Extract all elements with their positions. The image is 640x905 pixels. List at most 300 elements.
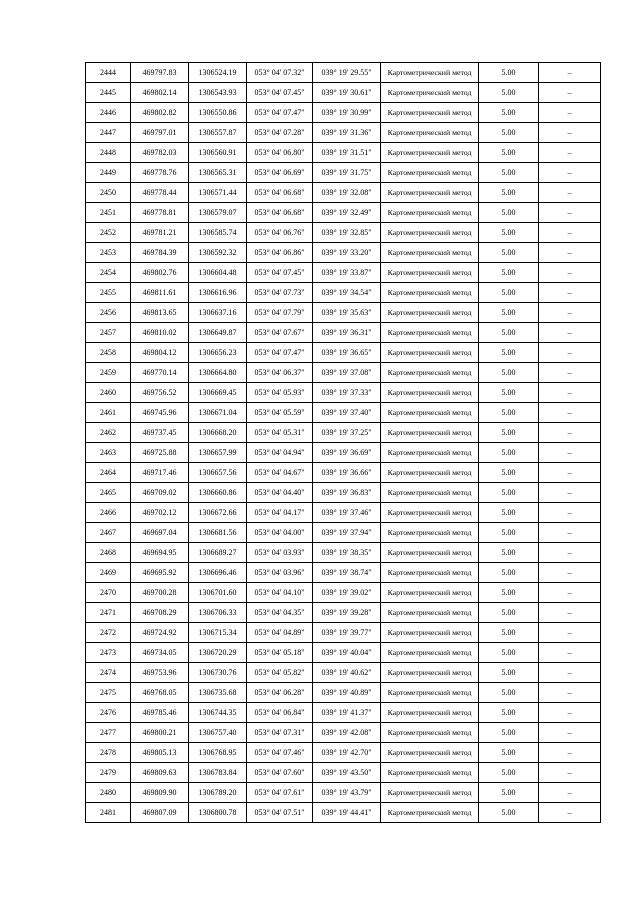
coord-y-cell: 1306757.40	[189, 723, 247, 743]
table-row	[86, 523, 601, 543]
note-cell: –	[539, 363, 601, 383]
method-cell: Картометрический метод	[381, 143, 479, 163]
accuracy-cell: 5.00	[479, 103, 539, 123]
latitude-cell: 053° 04' 07.31"	[247, 723, 313, 743]
note-cell: –	[539, 723, 601, 743]
accuracy-cell: 5.00	[479, 683, 539, 703]
method-cell: Картометрический метод	[381, 403, 479, 423]
longitude-cell: 039° 19' 36.83"	[313, 483, 381, 503]
longitude-cell: 039° 19' 33.20"	[313, 243, 381, 263]
note-cell: –	[539, 263, 601, 283]
longitude-cell: 039° 19' 36.69"	[313, 443, 381, 463]
longitude-cell: 039° 19' 32.08"	[313, 183, 381, 203]
point-number-cell: 2481	[86, 803, 131, 823]
point-number-cell: 2472	[86, 623, 131, 643]
coord-y-cell: 1306557.87	[189, 123, 247, 143]
note-cell: –	[539, 463, 601, 483]
note-cell: –	[539, 743, 601, 763]
point-number-cell: 2444	[86, 63, 131, 83]
coord-x-cell: 469756.52	[131, 383, 189, 403]
accuracy-cell: 5.00	[479, 323, 539, 343]
coord-x-cell: 469807.09	[131, 803, 189, 823]
point-number-cell: 2451	[86, 203, 131, 223]
table-row	[86, 443, 601, 463]
accuracy-cell: 5.00	[479, 343, 539, 363]
longitude-cell: 039° 19' 33.87"	[313, 263, 381, 283]
point-number-cell: 2453	[86, 243, 131, 263]
point-number-cell: 2473	[86, 643, 131, 663]
coord-x-cell: 469802.76	[131, 263, 189, 283]
latitude-cell: 053° 04' 07.45"	[247, 263, 313, 283]
method-cell: Картометрический метод	[381, 543, 479, 563]
latitude-cell: 053° 04' 05.59"	[247, 403, 313, 423]
coord-x-cell: 469781.21	[131, 223, 189, 243]
coord-x-cell: 469724.92	[131, 623, 189, 643]
table-row	[86, 243, 601, 263]
point-number-cell: 2479	[86, 763, 131, 783]
coord-x-cell: 469784.39	[131, 243, 189, 263]
longitude-cell: 039° 19' 41.37"	[313, 703, 381, 723]
coord-x-cell: 469778.44	[131, 183, 189, 203]
latitude-cell: 053° 04' 05.82"	[247, 663, 313, 683]
coord-x-cell: 469734.05	[131, 643, 189, 663]
coord-x-cell: 469697.04	[131, 523, 189, 543]
latitude-cell: 053° 04' 07.61"	[247, 783, 313, 803]
point-number-cell: 2446	[86, 103, 131, 123]
coord-x-cell: 469695.92	[131, 563, 189, 583]
method-cell: Картометрический метод	[381, 103, 479, 123]
latitude-cell: 053° 04' 04.40"	[247, 483, 313, 503]
latitude-cell: 053° 04' 07.45"	[247, 83, 313, 103]
coord-x-cell: 469809.90	[131, 783, 189, 803]
table-row	[86, 763, 601, 783]
coord-x-cell: 469802.14	[131, 83, 189, 103]
accuracy-cell: 5.00	[479, 303, 539, 323]
coord-x-cell: 469813.65	[131, 303, 189, 323]
note-cell: –	[539, 763, 601, 783]
accuracy-cell: 5.00	[479, 643, 539, 663]
method-cell: Картометрический метод	[381, 483, 479, 503]
table-row	[86, 783, 601, 803]
table-row	[86, 163, 601, 183]
longitude-cell: 039° 19' 37.25"	[313, 423, 381, 443]
accuracy-cell: 5.00	[479, 583, 539, 603]
table-row	[86, 643, 601, 663]
table-row	[86, 403, 601, 423]
accuracy-cell: 5.00	[479, 603, 539, 623]
latitude-cell: 053° 04' 07.46"	[247, 743, 313, 763]
coord-y-cell: 1306681.56	[189, 523, 247, 543]
coord-x-cell: 469797.83	[131, 63, 189, 83]
accuracy-cell: 5.00	[479, 283, 539, 303]
table-row	[86, 143, 601, 163]
accuracy-cell: 5.00	[479, 403, 539, 423]
latitude-cell: 053° 04' 04.10"	[247, 583, 313, 603]
coord-y-cell: 1306783.84	[189, 763, 247, 783]
method-cell: Картометрический метод	[381, 203, 479, 223]
coord-x-cell: 469745.96	[131, 403, 189, 423]
coord-x-cell: 469700.28	[131, 583, 189, 603]
accuracy-cell: 5.00	[479, 563, 539, 583]
table-row	[86, 563, 601, 583]
longitude-cell: 039° 19' 31.51"	[313, 143, 381, 163]
point-number-cell: 2477	[86, 723, 131, 743]
method-cell: Картометрический метод	[381, 283, 479, 303]
point-number-cell: 2456	[86, 303, 131, 323]
accuracy-cell: 5.00	[479, 383, 539, 403]
accuracy-cell: 5.00	[479, 123, 539, 143]
latitude-cell: 053° 04' 06.68"	[247, 203, 313, 223]
table-row	[86, 263, 601, 283]
note-cell: –	[539, 583, 601, 603]
table-row	[86, 123, 601, 143]
coord-y-cell: 1306715.34	[189, 623, 247, 643]
longitude-cell: 039° 19' 31.75"	[313, 163, 381, 183]
coord-y-cell: 1306565.31	[189, 163, 247, 183]
latitude-cell: 053° 04' 04.00"	[247, 523, 313, 543]
method-cell: Картометрический метод	[381, 423, 479, 443]
note-cell: –	[539, 383, 601, 403]
coord-y-cell: 1306789.20	[189, 783, 247, 803]
coord-x-cell: 469782.03	[131, 143, 189, 163]
coord-y-cell: 1306604.48	[189, 263, 247, 283]
longitude-cell: 039° 19' 37.46"	[313, 503, 381, 523]
longitude-cell: 039° 19' 37.94"	[313, 523, 381, 543]
longitude-cell: 039° 19' 44.41"	[313, 803, 381, 823]
note-cell: –	[539, 143, 601, 163]
point-number-cell: 2464	[86, 463, 131, 483]
coord-y-cell: 1306550.86	[189, 103, 247, 123]
point-number-cell: 2447	[86, 123, 131, 143]
coord-y-cell: 1306730.76	[189, 663, 247, 683]
method-cell: Картометрический метод	[381, 463, 479, 483]
note-cell: –	[539, 223, 601, 243]
note-cell: –	[539, 403, 601, 423]
coord-y-cell: 1306800.78	[189, 803, 247, 823]
longitude-cell: 039° 19' 42.08"	[313, 723, 381, 743]
accuracy-cell: 5.00	[479, 203, 539, 223]
method-cell: Картометрический метод	[381, 303, 479, 323]
note-cell: –	[539, 323, 601, 343]
coord-y-cell: 1306669.45	[189, 383, 247, 403]
longitude-cell: 039° 19' 40.89"	[313, 683, 381, 703]
table-body	[86, 63, 601, 823]
coord-x-cell: 469809.63	[131, 763, 189, 783]
table-row	[86, 63, 601, 83]
coord-x-cell: 469770.14	[131, 363, 189, 383]
latitude-cell: 053° 04' 07.32"	[247, 63, 313, 83]
coord-y-cell: 1306660.86	[189, 483, 247, 503]
latitude-cell: 053° 04' 04.89"	[247, 623, 313, 643]
method-cell: Картометрический метод	[381, 803, 479, 823]
point-number-cell: 2459	[86, 363, 131, 383]
coord-x-cell: 469811.61	[131, 283, 189, 303]
longitude-cell: 039° 19' 37.40"	[313, 403, 381, 423]
table-row	[86, 363, 601, 383]
coord-y-cell: 1306668.20	[189, 423, 247, 443]
point-number-cell: 2461	[86, 403, 131, 423]
method-cell: Картометрический метод	[381, 663, 479, 683]
point-number-cell: 2466	[86, 503, 131, 523]
note-cell: –	[539, 243, 601, 263]
note-cell: –	[539, 783, 601, 803]
method-cell: Картометрический метод	[381, 563, 479, 583]
point-number-cell: 2468	[86, 543, 131, 563]
note-cell: –	[539, 603, 601, 623]
accuracy-cell: 5.00	[479, 83, 539, 103]
note-cell: –	[539, 443, 601, 463]
point-number-cell: 2463	[86, 443, 131, 463]
latitude-cell: 053° 04' 07.67"	[247, 323, 313, 343]
point-number-cell: 2454	[86, 263, 131, 283]
accuracy-cell: 5.00	[479, 423, 539, 443]
method-cell: Картометрический метод	[381, 443, 479, 463]
coord-x-cell: 469717.46	[131, 463, 189, 483]
table-row	[86, 583, 601, 603]
accuracy-cell: 5.00	[479, 703, 539, 723]
note-cell: –	[539, 563, 601, 583]
latitude-cell: 053° 04' 06.68"	[247, 183, 313, 203]
method-cell: Картометрический метод	[381, 83, 479, 103]
method-cell: Картометрический метод	[381, 603, 479, 623]
method-cell: Картометрический метод	[381, 123, 479, 143]
table-row	[86, 703, 601, 723]
longitude-cell: 039° 19' 39.02"	[313, 583, 381, 603]
note-cell: –	[539, 123, 601, 143]
table-row	[86, 683, 601, 703]
accuracy-cell: 5.00	[479, 743, 539, 763]
latitude-cell: 053° 04' 03.96"	[247, 563, 313, 583]
table-row	[86, 203, 601, 223]
longitude-cell: 039° 19' 36.65"	[313, 343, 381, 363]
coord-y-cell: 1306768.95	[189, 743, 247, 763]
note-cell: –	[539, 523, 601, 543]
longitude-cell: 039° 19' 31.36"	[313, 123, 381, 143]
method-cell: Картометрический метод	[381, 643, 479, 663]
latitude-cell: 053° 04' 06.76"	[247, 223, 313, 243]
longitude-cell: 039° 19' 43.79"	[313, 783, 381, 803]
accuracy-cell: 5.00	[479, 223, 539, 243]
note-cell: –	[539, 283, 601, 303]
table-row	[86, 103, 601, 123]
accuracy-cell: 5.00	[479, 443, 539, 463]
latitude-cell: 053° 04' 06.86"	[247, 243, 313, 263]
coord-y-cell: 1306637.16	[189, 303, 247, 323]
accuracy-cell: 5.00	[479, 623, 539, 643]
point-number-cell: 2450	[86, 183, 131, 203]
longitude-cell: 039° 19' 37.08"	[313, 363, 381, 383]
longitude-cell: 039° 19' 39.28"	[313, 603, 381, 623]
note-cell: –	[539, 83, 601, 103]
coord-y-cell: 1306649.87	[189, 323, 247, 343]
accuracy-cell: 5.00	[479, 363, 539, 383]
coord-x-cell: 469737.45	[131, 423, 189, 443]
longitude-cell: 039° 19' 38.35"	[313, 543, 381, 563]
coord-x-cell: 469804.12	[131, 343, 189, 363]
latitude-cell: 053° 04' 06.28"	[247, 683, 313, 703]
note-cell: –	[539, 303, 601, 323]
accuracy-cell: 5.00	[479, 763, 539, 783]
point-number-cell: 2462	[86, 423, 131, 443]
table-row	[86, 223, 601, 243]
coord-x-cell: 469694.95	[131, 543, 189, 563]
table-row	[86, 723, 601, 743]
point-number-cell: 2457	[86, 323, 131, 343]
method-cell: Картометрический метод	[381, 63, 479, 83]
point-number-cell: 2445	[86, 83, 131, 103]
table-row	[86, 323, 601, 343]
longitude-cell: 039° 19' 30.61"	[313, 83, 381, 103]
latitude-cell: 053° 04' 07.60"	[247, 763, 313, 783]
accuracy-cell: 5.00	[479, 783, 539, 803]
accuracy-cell: 5.00	[479, 263, 539, 283]
accuracy-cell: 5.00	[479, 483, 539, 503]
note-cell: –	[539, 63, 601, 83]
coord-x-cell: 469768.05	[131, 683, 189, 703]
longitude-cell: 039° 19' 34.54"	[313, 283, 381, 303]
point-number-cell: 2460	[86, 383, 131, 403]
longitude-cell: 039° 19' 42.70"	[313, 743, 381, 763]
point-number-cell: 2471	[86, 603, 131, 623]
method-cell: Картометрический метод	[381, 683, 479, 703]
point-number-cell: 2452	[86, 223, 131, 243]
note-cell: –	[539, 343, 601, 363]
point-number-cell: 2448	[86, 143, 131, 163]
note-cell: –	[539, 483, 601, 503]
latitude-cell: 053° 04' 04.67"	[247, 463, 313, 483]
point-number-cell: 2478	[86, 743, 131, 763]
table-row	[86, 383, 601, 403]
latitude-cell: 053° 04' 06.69"	[247, 163, 313, 183]
latitude-cell: 053° 04' 07.51"	[247, 803, 313, 823]
method-cell: Картометрический метод	[381, 363, 479, 383]
method-cell: Картометрический метод	[381, 783, 479, 803]
coord-x-cell: 469802.82	[131, 103, 189, 123]
method-cell: Картометрический метод	[381, 223, 479, 243]
coord-y-cell: 1306744.35	[189, 703, 247, 723]
coord-y-cell: 1306664.80	[189, 363, 247, 383]
latitude-cell: 053° 04' 04.94"	[247, 443, 313, 463]
table-row	[86, 463, 601, 483]
longitude-cell: 039° 19' 32.49"	[313, 203, 381, 223]
method-cell: Картометрический метод	[381, 703, 479, 723]
table-row	[86, 663, 601, 683]
accuracy-cell: 5.00	[479, 163, 539, 183]
accuracy-cell: 5.00	[479, 543, 539, 563]
latitude-cell: 053° 04' 04.17"	[247, 503, 313, 523]
method-cell: Картометрический метод	[381, 383, 479, 403]
note-cell: –	[539, 703, 601, 723]
point-number-cell: 2458	[86, 343, 131, 363]
latitude-cell: 053° 04' 06.80"	[247, 143, 313, 163]
method-cell: Картометрический метод	[381, 243, 479, 263]
coord-y-cell: 1306657.99	[189, 443, 247, 463]
accuracy-cell: 5.00	[479, 143, 539, 163]
latitude-cell: 053° 04' 06.84"	[247, 703, 313, 723]
point-number-cell: 2469	[86, 563, 131, 583]
latitude-cell: 053° 04' 04.35"	[247, 603, 313, 623]
coord-y-cell: 1306543.93	[189, 83, 247, 103]
longitude-cell: 039° 19' 37.33"	[313, 383, 381, 403]
coord-x-cell: 469725.88	[131, 443, 189, 463]
longitude-cell: 039° 19' 32.85"	[313, 223, 381, 243]
table-row	[86, 623, 601, 643]
point-number-cell: 2476	[86, 703, 131, 723]
point-number-cell: 2470	[86, 583, 131, 603]
accuracy-cell: 5.00	[479, 63, 539, 83]
table-row	[86, 803, 601, 823]
note-cell: –	[539, 803, 601, 823]
longitude-cell: 039° 19' 36.66"	[313, 463, 381, 483]
method-cell: Картометрический метод	[381, 623, 479, 643]
longitude-cell: 039° 19' 40.62"	[313, 663, 381, 683]
note-cell: –	[539, 683, 601, 703]
coord-y-cell: 1306671.04	[189, 403, 247, 423]
table-row	[86, 543, 601, 563]
note-cell: –	[539, 163, 601, 183]
latitude-cell: 053° 04' 07.47"	[247, 103, 313, 123]
point-number-cell: 2465	[86, 483, 131, 503]
table-row	[86, 183, 601, 203]
coord-y-cell: 1306735.68	[189, 683, 247, 703]
coord-y-cell: 1306571.44	[189, 183, 247, 203]
table-row	[86, 503, 601, 523]
point-number-cell: 2475	[86, 683, 131, 703]
longitude-cell: 039° 19' 40.04"	[313, 643, 381, 663]
coordinates-table	[85, 62, 601, 823]
coord-y-cell: 1306524.19	[189, 63, 247, 83]
table-row	[86, 423, 601, 443]
method-cell: Картометрический метод	[381, 183, 479, 203]
accuracy-cell: 5.00	[479, 243, 539, 263]
longitude-cell: 039° 19' 30.99"	[313, 103, 381, 123]
coord-y-cell: 1306585.74	[189, 223, 247, 243]
latitude-cell: 053° 04' 07.73"	[247, 283, 313, 303]
latitude-cell: 053° 04' 03.93"	[247, 543, 313, 563]
table-row	[86, 343, 601, 363]
accuracy-cell: 5.00	[479, 523, 539, 543]
accuracy-cell: 5.00	[479, 463, 539, 483]
point-number-cell: 2455	[86, 283, 131, 303]
method-cell: Картометрический метод	[381, 743, 479, 763]
method-cell: Картометрический метод	[381, 323, 479, 343]
latitude-cell: 053° 04' 07.79"	[247, 303, 313, 323]
method-cell: Картометрический метод	[381, 763, 479, 783]
latitude-cell: 053° 04' 05.18"	[247, 643, 313, 663]
coord-y-cell: 1306579.07	[189, 203, 247, 223]
coord-y-cell: 1306689.27	[189, 543, 247, 563]
longitude-cell: 039° 19' 39.77"	[313, 623, 381, 643]
accuracy-cell: 5.00	[479, 803, 539, 823]
coord-y-cell: 1306672.66	[189, 503, 247, 523]
coord-x-cell: 469753.96	[131, 663, 189, 683]
note-cell: –	[539, 623, 601, 643]
coord-y-cell: 1306720.29	[189, 643, 247, 663]
coord-x-cell: 469785.46	[131, 703, 189, 723]
coord-x-cell: 469805.13	[131, 743, 189, 763]
longitude-cell: 039° 19' 38.74"	[313, 563, 381, 583]
coord-y-cell: 1306701.60	[189, 583, 247, 603]
table-row	[86, 83, 601, 103]
latitude-cell: 053° 04' 05.31"	[247, 423, 313, 443]
longitude-cell: 039° 19' 35.63"	[313, 303, 381, 323]
note-cell: –	[539, 103, 601, 123]
coord-x-cell: 469810.02	[131, 323, 189, 343]
note-cell: –	[539, 663, 601, 683]
method-cell: Картометрический метод	[381, 163, 479, 183]
coord-x-cell: 469778.76	[131, 163, 189, 183]
coord-x-cell: 469778.81	[131, 203, 189, 223]
